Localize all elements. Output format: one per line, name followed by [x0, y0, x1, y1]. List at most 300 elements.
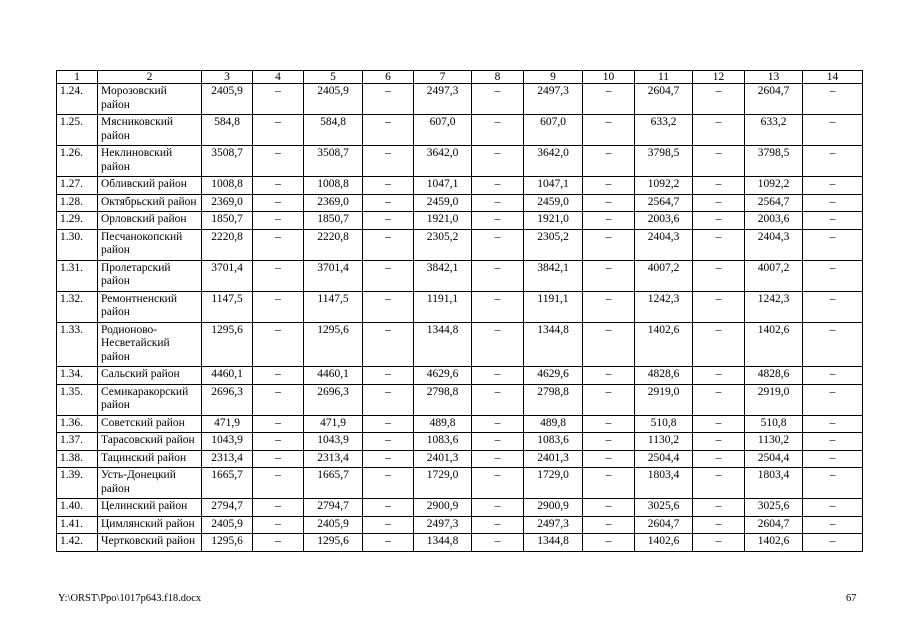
empty-value-cell: –	[583, 384, 635, 415]
empty-value-cell: –	[583, 229, 635, 260]
value-cell: 633,2	[635, 115, 693, 146]
value-cell: 2564,7	[745, 194, 803, 212]
row-number-cell: 1.32.	[57, 291, 98, 322]
empty-value-cell: –	[253, 450, 304, 468]
value-cell: 2369,0	[202, 194, 253, 212]
empty-value-cell: –	[253, 499, 304, 517]
empty-value-cell: –	[583, 212, 635, 230]
empty-value-cell: –	[803, 84, 863, 115]
empty-value-cell: –	[253, 415, 304, 433]
value-cell: 1047,1	[414, 177, 472, 195]
empty-value-cell: –	[363, 468, 414, 499]
table-row	[57, 450, 863, 468]
empty-value-cell: –	[583, 516, 635, 534]
district-name-cell: Целинский район	[98, 499, 202, 517]
empty-value-cell: –	[363, 534, 414, 552]
table-row	[57, 499, 863, 517]
empty-value-cell: –	[472, 499, 524, 517]
empty-value-cell: –	[583, 499, 635, 517]
value-cell: 2798,8	[414, 384, 472, 415]
column-number-1: 1	[57, 71, 98, 84]
row-number-cell: 1.39.	[57, 468, 98, 499]
value-cell: 3798,5	[635, 146, 693, 177]
value-cell: 3508,7	[304, 146, 363, 177]
table-row	[57, 84, 863, 115]
empty-value-cell: –	[472, 177, 524, 195]
empty-value-cell: –	[253, 516, 304, 534]
value-cell: 1344,8	[414, 534, 472, 552]
empty-value-cell: –	[693, 433, 745, 451]
table-row	[57, 415, 863, 433]
empty-value-cell: –	[583, 260, 635, 291]
page-number: 67	[846, 593, 857, 604]
value-cell: 489,8	[524, 415, 583, 433]
column-number-10: 10	[583, 71, 635, 84]
table-row	[57, 468, 863, 499]
value-cell: 607,0	[414, 115, 472, 146]
empty-value-cell: –	[583, 415, 635, 433]
empty-value-cell: –	[363, 499, 414, 517]
value-cell: 1850,7	[304, 212, 363, 230]
column-number-7: 7	[414, 71, 472, 84]
value-cell: 3701,4	[202, 260, 253, 291]
value-cell: 4828,6	[745, 367, 803, 385]
empty-value-cell: –	[472, 516, 524, 534]
value-cell: 2497,3	[414, 516, 472, 534]
empty-value-cell: –	[363, 177, 414, 195]
empty-value-cell: –	[693, 415, 745, 433]
empty-value-cell: –	[803, 194, 863, 212]
value-cell: 1665,7	[202, 468, 253, 499]
value-cell: 633,2	[745, 115, 803, 146]
empty-value-cell: –	[363, 146, 414, 177]
empty-value-cell: –	[363, 450, 414, 468]
empty-value-cell: –	[363, 84, 414, 115]
empty-value-cell: –	[253, 194, 304, 212]
empty-value-cell: –	[472, 468, 524, 499]
value-cell: 3701,4	[304, 260, 363, 291]
district-name-cell: Ремонтненский район	[98, 291, 202, 322]
value-cell: 2900,9	[414, 499, 472, 517]
empty-value-cell: –	[253, 468, 304, 499]
empty-value-cell: –	[253, 84, 304, 115]
value-cell: 2369,0	[304, 194, 363, 212]
table-row	[57, 291, 863, 322]
value-cell: 1344,8	[524, 534, 583, 552]
column-number-14: 14	[803, 71, 863, 84]
empty-value-cell: –	[363, 115, 414, 146]
value-cell: 4007,2	[745, 260, 803, 291]
row-number-cell: 1.31.	[57, 260, 98, 291]
row-number-cell: 1.24.	[57, 84, 98, 115]
table-row	[57, 322, 863, 367]
row-number-cell: 1.33.	[57, 322, 98, 367]
row-number-cell: 1.36.	[57, 415, 98, 433]
empty-value-cell: –	[693, 146, 745, 177]
value-cell: 1043,9	[202, 433, 253, 451]
value-cell: 584,8	[202, 115, 253, 146]
empty-value-cell: –	[693, 84, 745, 115]
empty-value-cell: –	[583, 322, 635, 367]
value-cell: 1047,1	[524, 177, 583, 195]
empty-value-cell: –	[583, 468, 635, 499]
value-cell: 1729,0	[524, 468, 583, 499]
empty-value-cell: –	[803, 146, 863, 177]
value-cell: 2313,4	[304, 450, 363, 468]
empty-value-cell: –	[253, 384, 304, 415]
value-cell: 1850,7	[202, 212, 253, 230]
row-number-cell: 1.28.	[57, 194, 98, 212]
empty-value-cell: –	[253, 534, 304, 552]
empty-value-cell: –	[803, 229, 863, 260]
row-number-cell: 1.30.	[57, 229, 98, 260]
empty-value-cell: –	[472, 260, 524, 291]
value-cell: 4629,6	[414, 367, 472, 385]
column-number-11: 11	[635, 71, 693, 84]
table-row	[57, 229, 863, 260]
empty-value-cell: –	[693, 367, 745, 385]
value-cell: 2404,3	[745, 229, 803, 260]
value-cell: 2497,3	[524, 84, 583, 115]
row-number-cell: 1.41.	[57, 516, 98, 534]
value-cell: 1295,6	[304, 534, 363, 552]
value-cell: 2401,3	[414, 450, 472, 468]
empty-value-cell: –	[583, 291, 635, 322]
value-cell: 1295,6	[202, 534, 253, 552]
row-number-cell: 1.37.	[57, 433, 98, 451]
value-cell: 1344,8	[414, 322, 472, 367]
row-number-cell: 1.35.	[57, 384, 98, 415]
empty-value-cell: –	[363, 516, 414, 534]
column-number-3: 3	[202, 71, 253, 84]
column-number-2: 2	[98, 71, 202, 84]
value-cell: 2305,2	[524, 229, 583, 260]
empty-value-cell: –	[803, 499, 863, 517]
row-number-cell: 1.38.	[57, 450, 98, 468]
value-cell: 2459,0	[414, 194, 472, 212]
value-cell: 1803,4	[745, 468, 803, 499]
value-cell: 2798,8	[524, 384, 583, 415]
value-cell: 489,8	[414, 415, 472, 433]
value-cell: 3025,6	[745, 499, 803, 517]
empty-value-cell: –	[472, 384, 524, 415]
value-cell: 2604,7	[745, 516, 803, 534]
empty-value-cell: –	[803, 450, 863, 468]
value-cell: 3025,6	[635, 499, 693, 517]
value-cell: 4629,6	[524, 367, 583, 385]
empty-value-cell: –	[693, 229, 745, 260]
district-name-cell: Родионово-Несветайский район	[98, 322, 202, 367]
empty-value-cell: –	[472, 322, 524, 367]
value-cell: 1130,2	[745, 433, 803, 451]
value-cell: 1008,8	[202, 177, 253, 195]
empty-value-cell: –	[803, 433, 863, 451]
empty-value-cell: –	[803, 322, 863, 367]
empty-value-cell: –	[253, 367, 304, 385]
empty-value-cell: –	[693, 322, 745, 367]
empty-value-cell: –	[803, 534, 863, 552]
table-row	[57, 433, 863, 451]
value-cell: 2919,0	[635, 384, 693, 415]
value-cell: 1402,6	[635, 534, 693, 552]
empty-value-cell: –	[583, 146, 635, 177]
value-cell: 2405,9	[202, 516, 253, 534]
empty-value-cell: –	[693, 450, 745, 468]
column-number-6: 6	[363, 71, 414, 84]
empty-value-cell: –	[583, 194, 635, 212]
column-number-13: 13	[745, 71, 803, 84]
district-name-cell: Морозовский район	[98, 84, 202, 115]
value-cell: 510,8	[745, 415, 803, 433]
district-name-cell: Орловский район	[98, 212, 202, 230]
value-cell: 2003,6	[745, 212, 803, 230]
value-cell: 3642,0	[524, 146, 583, 177]
value-cell: 471,9	[304, 415, 363, 433]
empty-value-cell: –	[363, 367, 414, 385]
column-number-12: 12	[693, 71, 745, 84]
empty-value-cell: –	[363, 260, 414, 291]
value-cell: 2564,7	[635, 194, 693, 212]
empty-value-cell: –	[472, 291, 524, 322]
empty-value-cell: –	[472, 433, 524, 451]
empty-value-cell: –	[253, 260, 304, 291]
empty-value-cell: –	[363, 229, 414, 260]
empty-value-cell: –	[472, 229, 524, 260]
empty-value-cell: –	[363, 384, 414, 415]
value-cell: 1191,1	[524, 291, 583, 322]
empty-value-cell: –	[472, 115, 524, 146]
value-cell: 2405,9	[304, 84, 363, 115]
empty-value-cell: –	[693, 212, 745, 230]
value-cell: 2696,3	[304, 384, 363, 415]
empty-value-cell: –	[253, 322, 304, 367]
empty-value-cell: –	[693, 115, 745, 146]
value-cell: 2497,3	[524, 516, 583, 534]
value-cell: 1295,6	[304, 322, 363, 367]
column-number-5: 5	[304, 71, 363, 84]
value-cell: 1092,2	[745, 177, 803, 195]
table-row	[57, 516, 863, 534]
value-cell: 2696,3	[202, 384, 253, 415]
value-cell: 3508,7	[202, 146, 253, 177]
empty-value-cell: –	[803, 260, 863, 291]
value-cell: 2794,7	[304, 499, 363, 517]
budget-table	[56, 70, 863, 552]
district-name-cell: Сальский район	[98, 367, 202, 385]
value-cell: 607,0	[524, 115, 583, 146]
empty-value-cell: –	[693, 177, 745, 195]
row-number-cell: 1.40.	[57, 499, 98, 517]
empty-value-cell: –	[583, 84, 635, 115]
value-cell: 2919,0	[745, 384, 803, 415]
value-cell: 1092,2	[635, 177, 693, 195]
value-cell: 2459,0	[524, 194, 583, 212]
table-row	[57, 115, 863, 146]
empty-value-cell: –	[253, 291, 304, 322]
value-cell: 3842,1	[524, 260, 583, 291]
value-cell: 2313,4	[202, 450, 253, 468]
value-cell: 1242,3	[745, 291, 803, 322]
district-name-cell: Семикаракорский район	[98, 384, 202, 415]
empty-value-cell: –	[472, 212, 524, 230]
district-name-cell: Песчанокопский район	[98, 229, 202, 260]
empty-value-cell: –	[472, 84, 524, 115]
value-cell: 1191,1	[414, 291, 472, 322]
empty-value-cell: –	[693, 291, 745, 322]
row-number-cell: 1.25.	[57, 115, 98, 146]
value-cell: 2220,8	[202, 229, 253, 260]
empty-value-cell: –	[803, 468, 863, 499]
empty-value-cell: –	[693, 194, 745, 212]
table-row	[57, 212, 863, 230]
value-cell: 1083,6	[414, 433, 472, 451]
value-cell: 510,8	[635, 415, 693, 433]
empty-value-cell: –	[693, 534, 745, 552]
empty-value-cell: –	[583, 433, 635, 451]
empty-value-cell: –	[363, 322, 414, 367]
empty-value-cell: –	[253, 115, 304, 146]
empty-value-cell: –	[583, 534, 635, 552]
empty-value-cell: –	[363, 291, 414, 322]
empty-value-cell: –	[693, 384, 745, 415]
empty-value-cell: –	[583, 450, 635, 468]
empty-value-cell: –	[253, 229, 304, 260]
district-name-cell: Советский район	[98, 415, 202, 433]
district-name-cell: Октябрьский район	[98, 194, 202, 212]
table-row	[57, 534, 863, 552]
value-cell: 1729,0	[414, 468, 472, 499]
empty-value-cell: –	[693, 260, 745, 291]
empty-value-cell: –	[583, 177, 635, 195]
value-cell: 2220,8	[304, 229, 363, 260]
value-cell: 2794,7	[202, 499, 253, 517]
empty-value-cell: –	[803, 212, 863, 230]
empty-value-cell: –	[803, 415, 863, 433]
value-cell: 3642,0	[414, 146, 472, 177]
district-name-cell: Пролетарский район	[98, 260, 202, 291]
value-cell: 584,8	[304, 115, 363, 146]
value-cell: 2504,4	[635, 450, 693, 468]
value-cell: 2305,2	[414, 229, 472, 260]
empty-value-cell: –	[472, 450, 524, 468]
row-number-cell: 1.26.	[57, 146, 98, 177]
value-cell: 2404,3	[635, 229, 693, 260]
empty-value-cell: –	[363, 415, 414, 433]
table-row	[57, 384, 863, 415]
value-cell: 1147,5	[202, 291, 253, 322]
value-cell: 2497,3	[414, 84, 472, 115]
row-number-cell: 1.29.	[57, 212, 98, 230]
table-row	[57, 260, 863, 291]
value-cell: 4460,1	[202, 367, 253, 385]
empty-value-cell: –	[253, 177, 304, 195]
row-number-cell: 1.27.	[57, 177, 98, 195]
value-cell: 4460,1	[304, 367, 363, 385]
value-cell: 1402,6	[745, 534, 803, 552]
value-cell: 1402,6	[745, 322, 803, 367]
empty-value-cell: –	[803, 177, 863, 195]
empty-value-cell: –	[472, 534, 524, 552]
table-row	[57, 367, 863, 385]
value-cell: 3842,1	[414, 260, 472, 291]
table-row	[57, 194, 863, 212]
district-name-cell: Цимлянский район	[98, 516, 202, 534]
empty-value-cell: –	[693, 516, 745, 534]
empty-value-cell: –	[253, 433, 304, 451]
value-cell: 1008,8	[304, 177, 363, 195]
value-cell: 2900,9	[524, 499, 583, 517]
district-name-cell: Неклиновский район	[98, 146, 202, 177]
empty-value-cell: –	[803, 291, 863, 322]
value-cell: 1130,2	[635, 433, 693, 451]
value-cell: 3798,5	[745, 146, 803, 177]
value-cell: 1242,3	[635, 291, 693, 322]
value-cell: 2604,7	[635, 516, 693, 534]
empty-value-cell: –	[472, 194, 524, 212]
value-cell: 1921,0	[524, 212, 583, 230]
column-number-9: 9	[524, 71, 583, 84]
value-cell: 4007,2	[635, 260, 693, 291]
district-name-cell: Тацинский район	[98, 450, 202, 468]
value-cell: 1803,4	[635, 468, 693, 499]
value-cell: 2604,7	[745, 84, 803, 115]
footer-file-path: Y:\ORST\Ppo\1017p643.f18.docx	[58, 593, 202, 604]
column-number-4: 4	[253, 71, 304, 84]
value-cell: 2003,6	[635, 212, 693, 230]
empty-value-cell: –	[472, 415, 524, 433]
row-number-cell: 1.42.	[57, 534, 98, 552]
empty-value-cell: –	[803, 367, 863, 385]
value-cell: 4828,6	[635, 367, 693, 385]
table-body	[57, 71, 863, 552]
empty-value-cell: –	[803, 384, 863, 415]
district-name-cell: Чертковский район	[98, 534, 202, 552]
table-row	[57, 177, 863, 195]
value-cell: 2604,7	[635, 84, 693, 115]
value-cell: 2405,9	[202, 84, 253, 115]
district-name-cell: Усть-Донецкий район	[98, 468, 202, 499]
empty-value-cell: –	[363, 212, 414, 230]
value-cell: 2405,9	[304, 516, 363, 534]
value-cell: 1043,9	[304, 433, 363, 451]
empty-value-cell: –	[472, 367, 524, 385]
value-cell: 1344,8	[524, 322, 583, 367]
value-cell: 1665,7	[304, 468, 363, 499]
empty-value-cell: –	[363, 194, 414, 212]
value-cell: 2504,4	[745, 450, 803, 468]
value-cell: 1083,6	[524, 433, 583, 451]
district-name-cell: Мясниковский район	[98, 115, 202, 146]
empty-value-cell: –	[803, 516, 863, 534]
row-number-cell: 1.34.	[57, 367, 98, 385]
table-row	[57, 146, 863, 177]
empty-value-cell: –	[803, 115, 863, 146]
empty-value-cell: –	[583, 115, 635, 146]
value-cell: 1147,5	[304, 291, 363, 322]
column-number-row	[57, 71, 863, 84]
district-name-cell: Обливский район	[98, 177, 202, 195]
value-cell: 1921,0	[414, 212, 472, 230]
value-cell: 2401,3	[524, 450, 583, 468]
empty-value-cell: –	[693, 468, 745, 499]
empty-value-cell: –	[363, 433, 414, 451]
empty-value-cell: –	[253, 212, 304, 230]
empty-value-cell: –	[693, 499, 745, 517]
district-name-cell: Тарасовский район	[98, 433, 202, 451]
empty-value-cell: –	[253, 146, 304, 177]
empty-value-cell: –	[472, 146, 524, 177]
column-number-8: 8	[472, 71, 524, 84]
